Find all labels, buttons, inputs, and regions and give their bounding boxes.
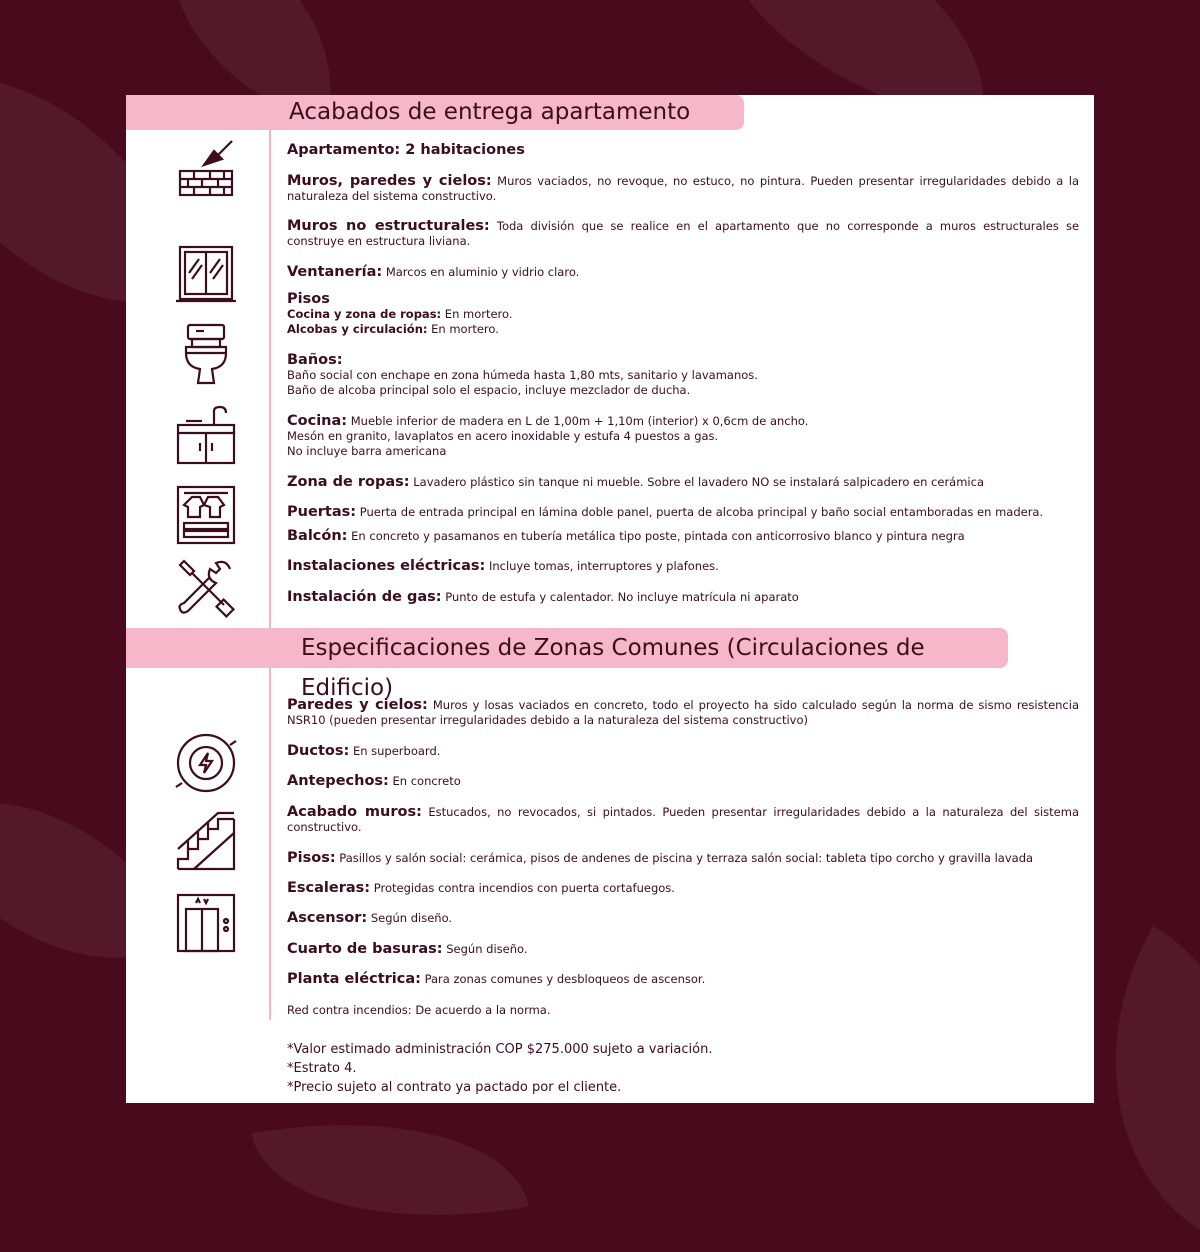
spec-text: Estucados, no revocados, si pintados. Pueden presentar irregularidades debido a la naturaleza del sistema constructivo.: [287, 805, 1079, 834]
spec-label: Cuarto de basuras:: [287, 941, 443, 957]
spec-text: Muros y losas vaciados en concreto, todo el proyecto ha sido calculado según la norma de sismo resistencia NSR10 (pueden presentar irregularidades debido a la naturaleza del sistema constructivo): [287, 698, 1079, 727]
spec-text: Mesón en granito, lavaplatos en acero inoxidable y estufa 4 puestos a gas.: [287, 429, 719, 443]
spec-text: En concreto: [392, 774, 461, 788]
spec-item: [287, 590, 1079, 605]
spec-label: Balcón:: [287, 528, 348, 544]
spec-sublabel: Cocina y zona de ropas:: [287, 307, 442, 321]
spec-text: En mortero.: [431, 322, 499, 336]
spec-text: Para zonas comunes y desbloqueos de ascensor.: [424, 972, 706, 986]
clothes-rack-icon: [174, 483, 238, 547]
spec-label: Zona de ropas:: [287, 474, 410, 490]
spec-sublabel: Alcobas y circulación:: [287, 322, 428, 336]
spec-label: Pisos: [287, 291, 330, 307]
spec-text: Muros vaciados, no revoque, no estuco, no pintura. Pueden presentar irregularidades debido a la naturaleza del sistema constructivo.: [287, 174, 1079, 203]
spec-text: Baño de alcoba principal solo el espacio, incluye mezclador de ducha.: [287, 383, 691, 397]
spec-item: [287, 414, 1079, 459]
spec-item: [287, 911, 1079, 926]
spec-item: [287, 744, 1079, 759]
spec-text: Mueble inferior de madera en L de 1,00m + 1,10m (interior) x 0,6cm de ancho.: [350, 414, 809, 428]
spec-text: Punto de estufa y calentador. No incluye matrícula ni aparato: [445, 590, 799, 604]
spec-label: Ascensor:: [287, 910, 368, 926]
spec-label: Planta eléctrica:: [287, 971, 421, 987]
spec-text: Puerta de entrada principal en lámina doble panel, puerta de alcoba principal y baño social entamboradas en madera.: [359, 505, 1044, 519]
section-title-apartment: Acabados de entrega apartamento: [126, 95, 744, 130]
electric-plug-icon: [174, 731, 238, 795]
footer-notes: [287, 1040, 712, 1097]
divider-line: [269, 668, 271, 1020]
spec-item: [287, 851, 1079, 866]
spec-label: Muros no estructurales:: [287, 218, 490, 234]
spec-text: No incluye barra americana: [287, 444, 447, 458]
spec-item: [287, 505, 1079, 520]
spec-text: Según diseño.: [370, 911, 453, 925]
spec-item: [287, 353, 1079, 398]
spec-text: Incluye tomas, interruptores y plafones.: [488, 559, 719, 573]
spec-label: Pisos:: [287, 850, 336, 866]
spec-text: En superboard.: [352, 744, 441, 758]
apartment-heading-text: Apartamento: 2 habitaciones: [287, 142, 525, 158]
spec-label: Paredes y cielos:: [287, 697, 428, 713]
spec-item: [287, 559, 1079, 574]
spec-item: [287, 942, 1079, 957]
toilet-icon: [174, 323, 238, 387]
footer-note: *Estrato 4.: [287, 1061, 357, 1076]
stairs-icon: [174, 809, 238, 873]
spec-item: [287, 972, 1079, 987]
spec-text: Protegidas contra incendios con puerta cortafuegos.: [373, 881, 675, 895]
spec-label: Cocina:: [287, 413, 348, 429]
spec-label: Instalación de gas:: [287, 589, 442, 605]
spec-item: [287, 805, 1079, 835]
spec-item: [287, 265, 1079, 280]
tools-icon: [174, 555, 238, 619]
window-icon: [174, 243, 238, 307]
spec-item: [287, 219, 1079, 249]
spec-label: Baños:: [287, 352, 343, 368]
spec-label: Ductos:: [287, 743, 350, 759]
footer-note: *Precio sujeto al contrato ya pactado por el cliente.: [287, 1080, 622, 1095]
spec-text: Red contra incendios: De acuerdo a la norma.: [287, 1003, 551, 1017]
spec-item: [287, 774, 1079, 789]
spec-card: [126, 95, 1094, 1103]
section-title-common-areas: Especificaciones de Zonas Comunes (Circulaciones de Edificio): [126, 628, 1008, 668]
spec-item: [287, 292, 1079, 337]
spec-label: Puertas:: [287, 504, 357, 520]
apartment-heading: [287, 143, 1079, 158]
spec-item: [287, 174, 1079, 204]
footer-note: *Valor estimado administración COP $275.000 sujeto a variación.: [287, 1042, 713, 1057]
spec-text: Marcos en aluminio y vidrio claro.: [385, 265, 580, 279]
spec-item: [287, 881, 1079, 896]
spec-label: Ventanería:: [287, 264, 383, 280]
spec-item: [287, 698, 1079, 728]
spec-label: Antepechos:: [287, 773, 389, 789]
spec-text: Pasillos y salón social: cerámica, pisos de andenes de piscina y terraza salón social: tableta tipo corcho y gravilla lavada: [339, 851, 1034, 865]
background-leaf: [252, 1088, 529, 1251]
spec-text: En mortero.: [444, 307, 513, 321]
spec-text: En concreto y pasamanos en tubería metálica tipo poste, pintada con anticorrosivo blanco y pintura negra: [351, 529, 965, 543]
spec-text: Baño social con enchape en zona húmeda hasta 1,80 mts, sanitario y lavamanos.: [287, 368, 758, 382]
spec-label: Escaleras:: [287, 880, 371, 896]
spec-text: Toda división que se realice en el apartamento que no corresponde a muros estructurales se construye en estructura liviana.: [287, 219, 1080, 248]
spec-label: Acabado muros:: [287, 804, 422, 820]
spec-label: Muros, paredes y cielos:: [287, 173, 492, 189]
divider-line: [269, 130, 271, 628]
spec-item: [287, 475, 1079, 490]
spec-text: Según diseño.: [446, 942, 528, 956]
spec-item-last: [287, 1003, 1079, 1018]
spec-text: Lavadero plástico sin tanque ni mueble. Sobre el lavadero NO se instalará salpicadero en cerámica: [413, 475, 984, 489]
elevator-icon: [174, 891, 238, 955]
kitchen-sink-icon: [174, 403, 238, 467]
spec-label: Instalaciones eléctricas:: [287, 558, 486, 574]
spec-item: [287, 529, 1079, 544]
brick-wall-icon: [174, 135, 238, 199]
